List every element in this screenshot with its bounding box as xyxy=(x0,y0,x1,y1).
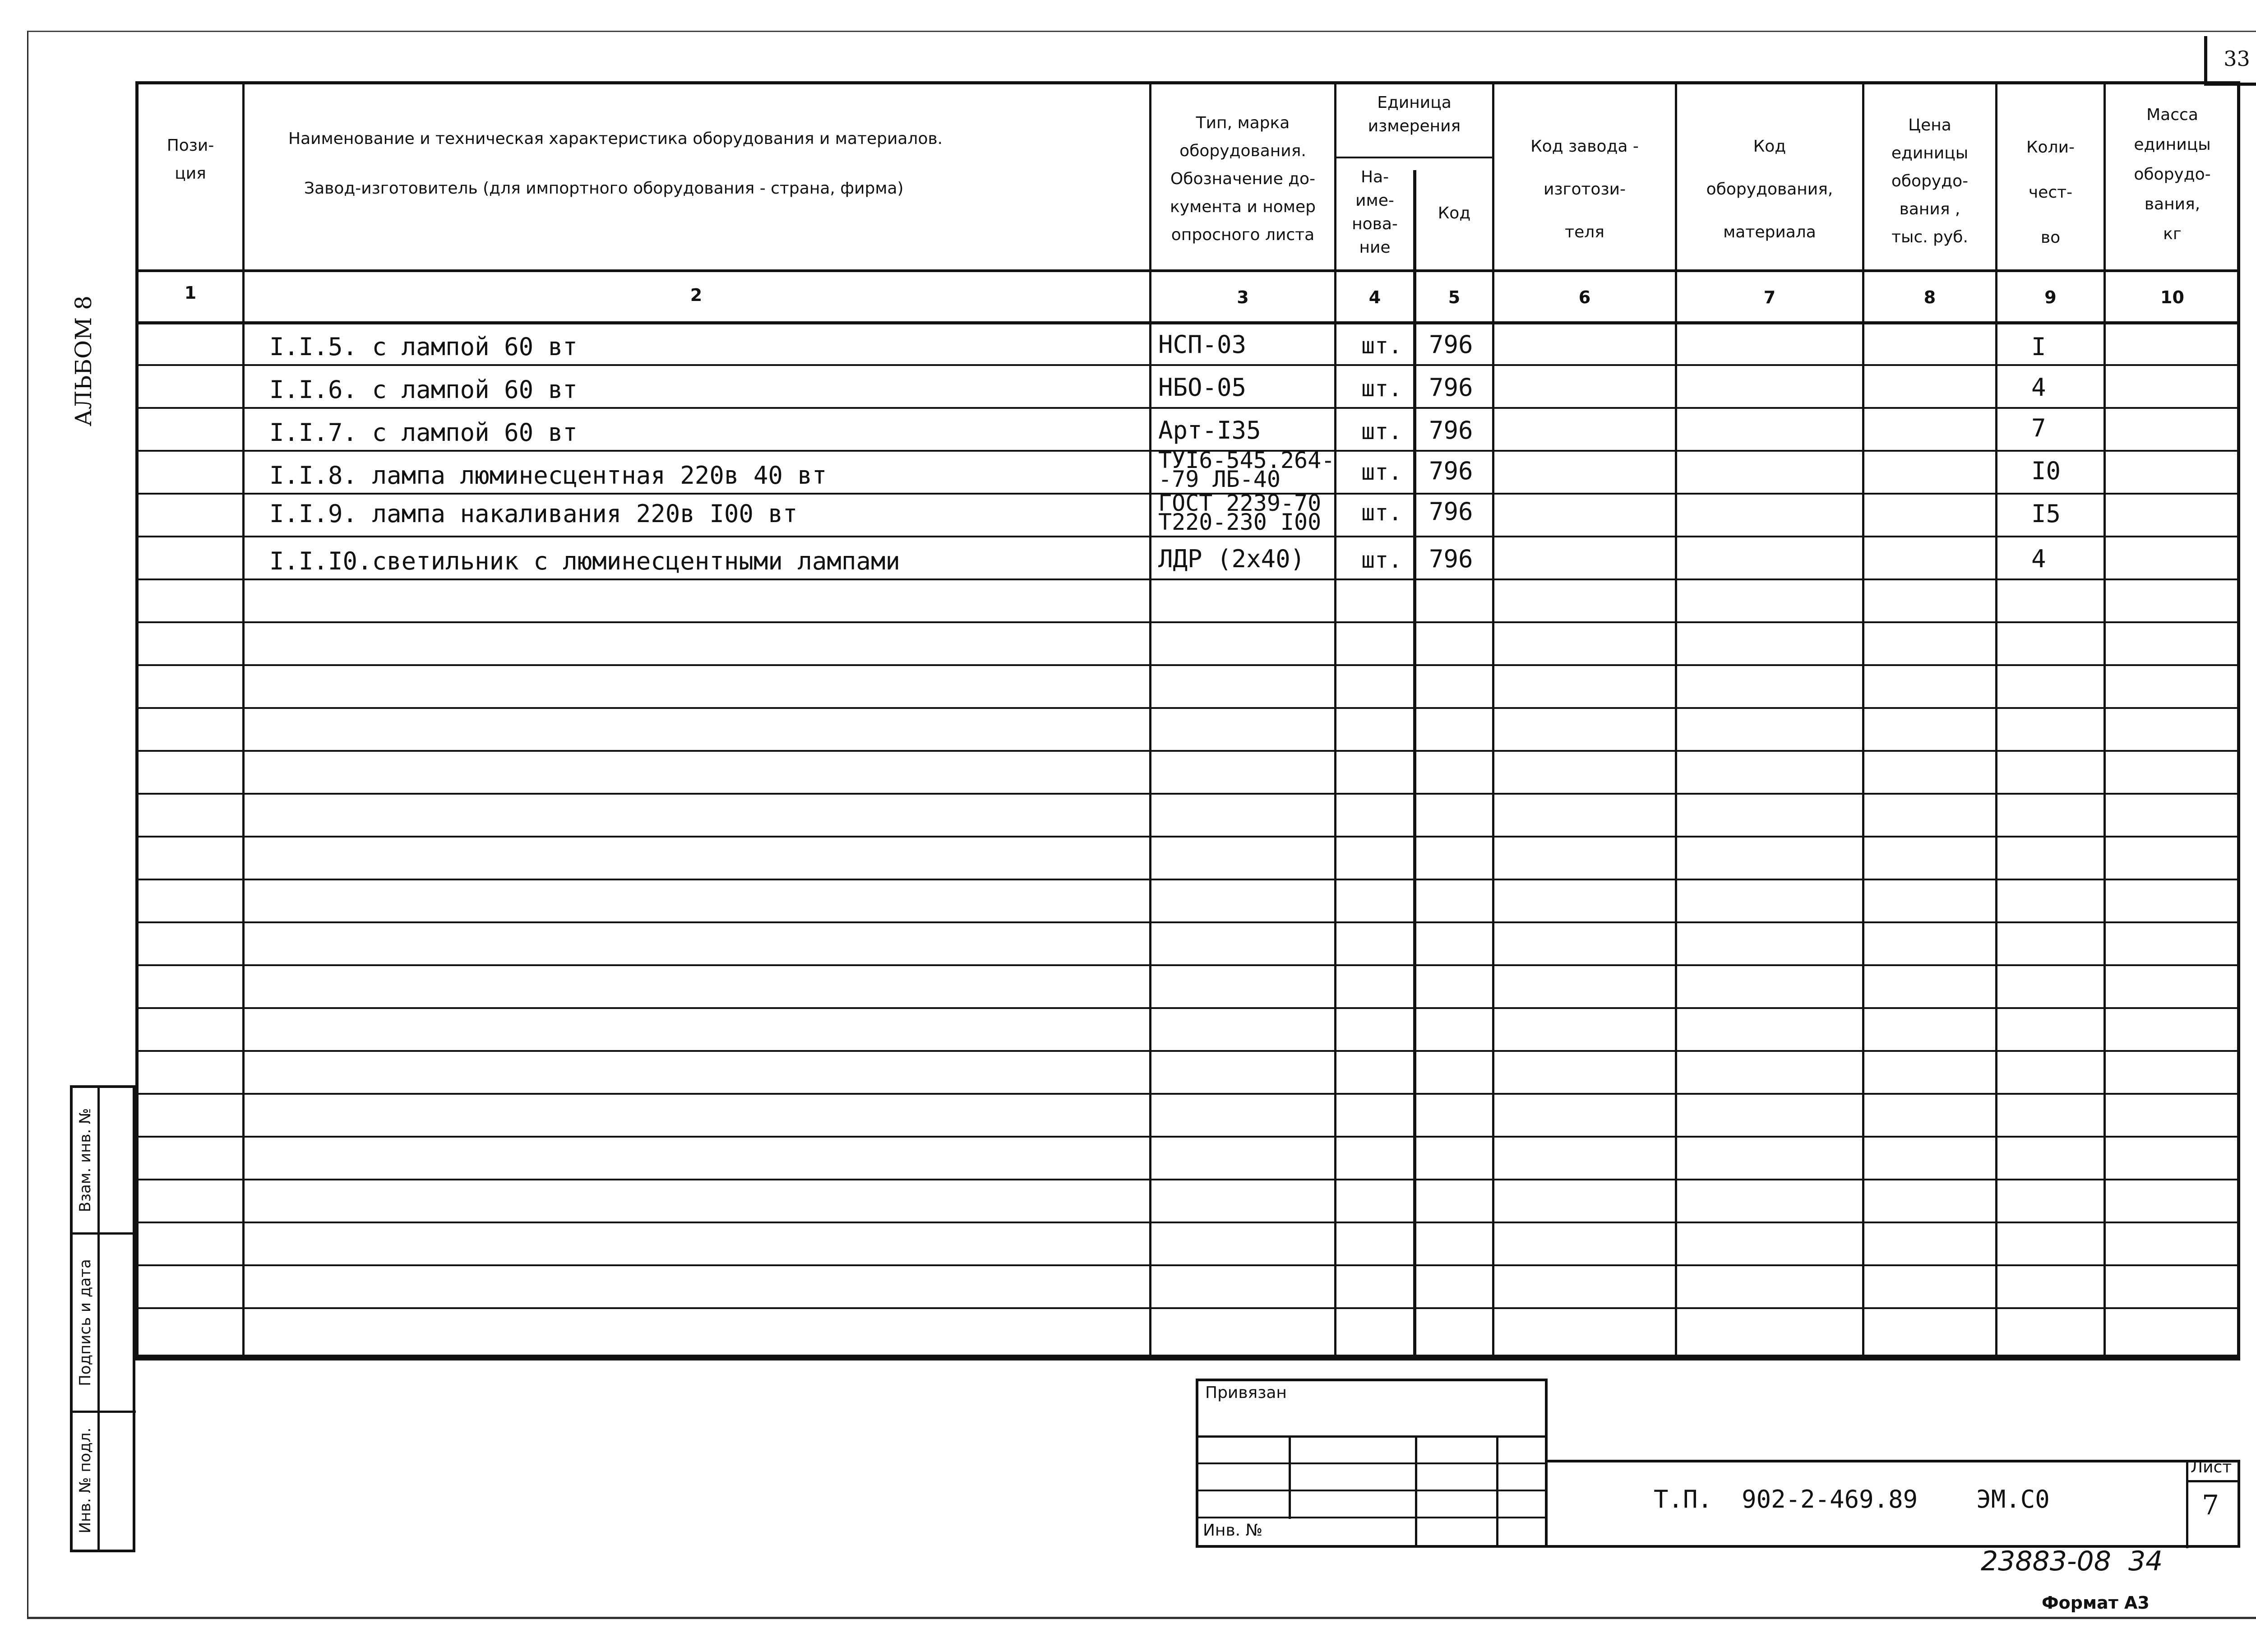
row-4-name: I.I.8. лампа люминесцентная 220в 40 вт xyxy=(269,461,827,490)
row-4-qty: I0 xyxy=(2031,457,2061,485)
header-unit-code: Код xyxy=(1438,204,1471,222)
header-name: Наименование и техническая характеристика оборудования и материалов. Завод-изготовитель (для импортного оборудования - страна, фирма) xyxy=(288,130,943,198)
page-number: 33 xyxy=(2204,36,2256,86)
colnum-4: 4 xyxy=(1368,287,1381,307)
header-price: Цена единицы оборудо- вания , тыс. руб. xyxy=(1891,116,1969,246)
row-2-unit: шт. xyxy=(1361,375,1402,402)
privyazan-label: Привязан xyxy=(1205,1384,1287,1402)
row-2-type: НБО-05 xyxy=(1158,373,1247,402)
row-6-unit: шт. xyxy=(1361,547,1402,573)
handwritten-number: 23883-08 34 xyxy=(1981,1546,2163,1577)
list-label: Лист xyxy=(2191,1458,2232,1476)
privyazan-stamp xyxy=(1196,1379,1548,1548)
header-position: Пози- ция xyxy=(166,136,214,183)
colnum-10: 10 xyxy=(2160,287,2184,307)
header-type: Тип, марка оборудования. Обозначение до- кумента и номер опросного листа xyxy=(1170,114,1316,244)
row-5-code: 796 xyxy=(1429,497,1473,526)
format-label: Формат А3 xyxy=(2042,1593,2150,1613)
row-4-type-line1: ТУI6-545.264- xyxy=(1158,447,1335,473)
document-code: Т.П. 902-2-469.89 ЭМ.С0 xyxy=(1654,1485,2050,1513)
podpis-data-label: Подпись и дата xyxy=(76,1259,94,1386)
list-number: 7 xyxy=(2202,1490,2219,1521)
row-4-unit: шт. xyxy=(1361,459,1402,485)
row-4-type-line2: -79 ЛБ-40 xyxy=(1158,466,1281,492)
row-1-qty: I xyxy=(2031,333,2046,361)
vzam-inv-label: Взам. инв. № xyxy=(76,1108,94,1212)
header-quantity: Коли- чест- во xyxy=(2026,138,2075,247)
header-factory-code: Код завода - изготози- теля xyxy=(1530,137,1639,241)
row-2-name: I.I.6. с лампой 60 вт xyxy=(269,375,578,404)
colnum-8: 8 xyxy=(1923,287,1936,307)
row-3-code: 796 xyxy=(1429,416,1473,444)
inv-no-label: Инв. № xyxy=(1203,1521,1263,1540)
row-6-name: I.I.I0.светильник с люминесцентными лампами xyxy=(269,547,900,575)
row-5-type-line1: ГОСТ 2239-70 xyxy=(1158,490,1322,516)
specification-table xyxy=(135,81,2240,1360)
row-1-name: I.I.5. с лампой 60 вт xyxy=(269,333,578,361)
header-unit-name: На- име- нова- ние xyxy=(1352,168,1398,257)
colnum-6: 6 xyxy=(1578,287,1591,307)
colnum-5: 5 xyxy=(1448,287,1461,307)
colnum-3: 3 xyxy=(1237,287,1249,307)
row-6-code: 796 xyxy=(1429,545,1473,573)
row-1-type: НСП-03 xyxy=(1158,330,1247,359)
header-unit-group: Единица измерения xyxy=(1368,93,1461,135)
row-5-name: I.I.9. лампа накаливания 220в I00 вт xyxy=(269,500,798,528)
header-equipment-code: Код оборудования, материала xyxy=(1706,137,1833,241)
colnum-7: 7 xyxy=(1763,287,1776,307)
row-3-qty: 7 xyxy=(2031,414,2046,442)
row-3-unit: шт. xyxy=(1361,418,1402,444)
row-5-unit: шт. xyxy=(1361,500,1402,526)
row-6-qty: 4 xyxy=(2031,545,2046,573)
row-1-code: 796 xyxy=(1429,330,1473,359)
row-5-qty: I5 xyxy=(2031,500,2061,528)
colnum-1: 1 xyxy=(184,283,197,303)
side-stamp xyxy=(70,1085,135,1552)
inv-podl-label: Инв. № подл. xyxy=(76,1427,94,1534)
row-3-name: I.I.7. с лампой 60 вт xyxy=(269,418,578,447)
row-2-qty: 4 xyxy=(2031,373,2046,402)
row-4-code: 796 xyxy=(1429,457,1473,485)
colnum-9: 9 xyxy=(2044,287,2057,307)
row-6-type: ЛДР (2х40) xyxy=(1158,545,1305,573)
row-2-code: 796 xyxy=(1429,373,1473,402)
album-label: АЛЬБОМ 8 xyxy=(70,296,97,426)
row-5-type-line2: Т220-230 I00 xyxy=(1158,509,1322,535)
row-1-unit: шт. xyxy=(1361,333,1402,359)
header-mass: Масса единицы оборудо- вания, кг xyxy=(2134,106,2211,243)
colnum-2: 2 xyxy=(690,285,703,305)
row-3-type: Арт-I35 xyxy=(1158,416,1261,444)
document-title-block xyxy=(1545,1460,2240,1548)
